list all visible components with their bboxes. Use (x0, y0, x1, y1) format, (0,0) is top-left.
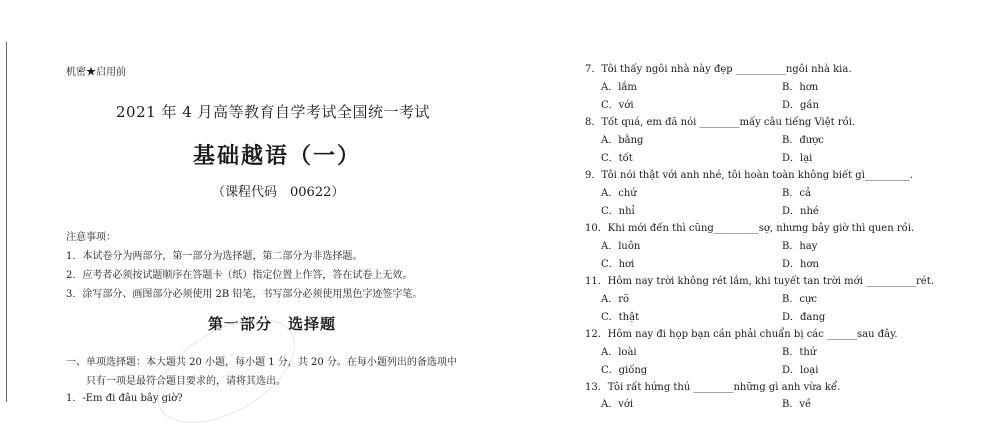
exam-title: 2021 年 4 月高等教育自学考试全国统一考试 (116, 103, 431, 121)
course-code: （课程代码 00622） (212, 185, 345, 200)
note-item: 3．涂写部分、画图部分必须使用 2B 铅笔，书写部分必须使用黑色字迹签字笔。 (66, 289, 423, 300)
question-stem: 13．Tôi rất hứng thú ________những gì anh vừa kể. (585, 382, 841, 393)
option-c: C．nhỉ (601, 206, 635, 217)
option-b: B．hay (782, 241, 818, 252)
option-d: D．lại (782, 153, 813, 164)
option-d: D．đang (782, 312, 826, 323)
option-d: D．nhé (782, 206, 819, 217)
part-title: 第一部分 选择题 (208, 315, 337, 333)
question-stem: 8．Tốt quá, em đã nói ________mấy câu tiếng Việt rồi. (585, 117, 856, 128)
option-a: A．với (601, 399, 634, 410)
subject-title: 基础越语（一） (193, 143, 362, 169)
option-a: A．lắm (601, 82, 637, 93)
option-d: D．loại (782, 365, 819, 376)
option-c: C．với (601, 100, 634, 111)
question-1: 1．-Em đi đâu bây giờ? (66, 393, 183, 404)
option-b: B．thứ (782, 347, 817, 358)
option-a: A．bằng (601, 135, 644, 146)
confidential-label: 机密★启用前 (66, 67, 126, 78)
question-stem: 12．Hôm nay đi họp bạn cần phải chuẩn bị các ______sau đây. (585, 329, 898, 340)
option-b: B．cả (782, 188, 811, 199)
option-b: B．được (782, 135, 824, 146)
option-a: A．chứ (601, 188, 637, 199)
question-stem: 9．Tôi nói thật với anh nhé, tôi hoàn toàn không biết gì_________. (585, 170, 914, 181)
question-stem: 10．Khi mới đến thì cũng_________sợ, nhưng bây giờ thì quen rồi. (585, 223, 915, 234)
option-c: C．hơi (601, 259, 635, 270)
option-b: B．về (782, 399, 812, 410)
option-b: B．cực (782, 294, 817, 305)
note-item: 2．应考者必须按试题顺序在答题卡（纸）指定位置上作答，答在试卷上无效。 (66, 270, 413, 281)
section-instructions-cont: 只有一项是最符合题目要求的，请将其选出。 (86, 376, 286, 387)
notes-heading: 注意事项： (66, 232, 116, 243)
option-c: C．tốt (601, 153, 633, 164)
question-stem: 7．Tôi thấy ngôi nhà này đẹp __________ngôi nhà kia. (585, 64, 852, 75)
option-c: C．giống (601, 365, 648, 376)
question-stem: 11．Hôm nay trời không rét lắm, khi tuyết tan trời mới __________rét. (585, 276, 934, 287)
option-d: D．gần (782, 100, 819, 111)
option-c: C．thật (601, 312, 640, 323)
option-a: A．luôn (601, 241, 641, 252)
page-edge-line (6, 42, 7, 402)
option-d: D．hơn (782, 259, 819, 270)
option-b: B．hơn (782, 82, 819, 93)
note-item: 1．本试卷分为两部分，第一部分为选择题，第二部分为非选择题。 (66, 251, 363, 262)
option-a: A．loài (601, 347, 637, 358)
option-a: A．rõ (601, 294, 630, 305)
section-instructions: 一、单项选择题：本大题共 20 小题，每小题 1 分，共 20 分。在每小题列出的备选项中 (66, 357, 457, 368)
